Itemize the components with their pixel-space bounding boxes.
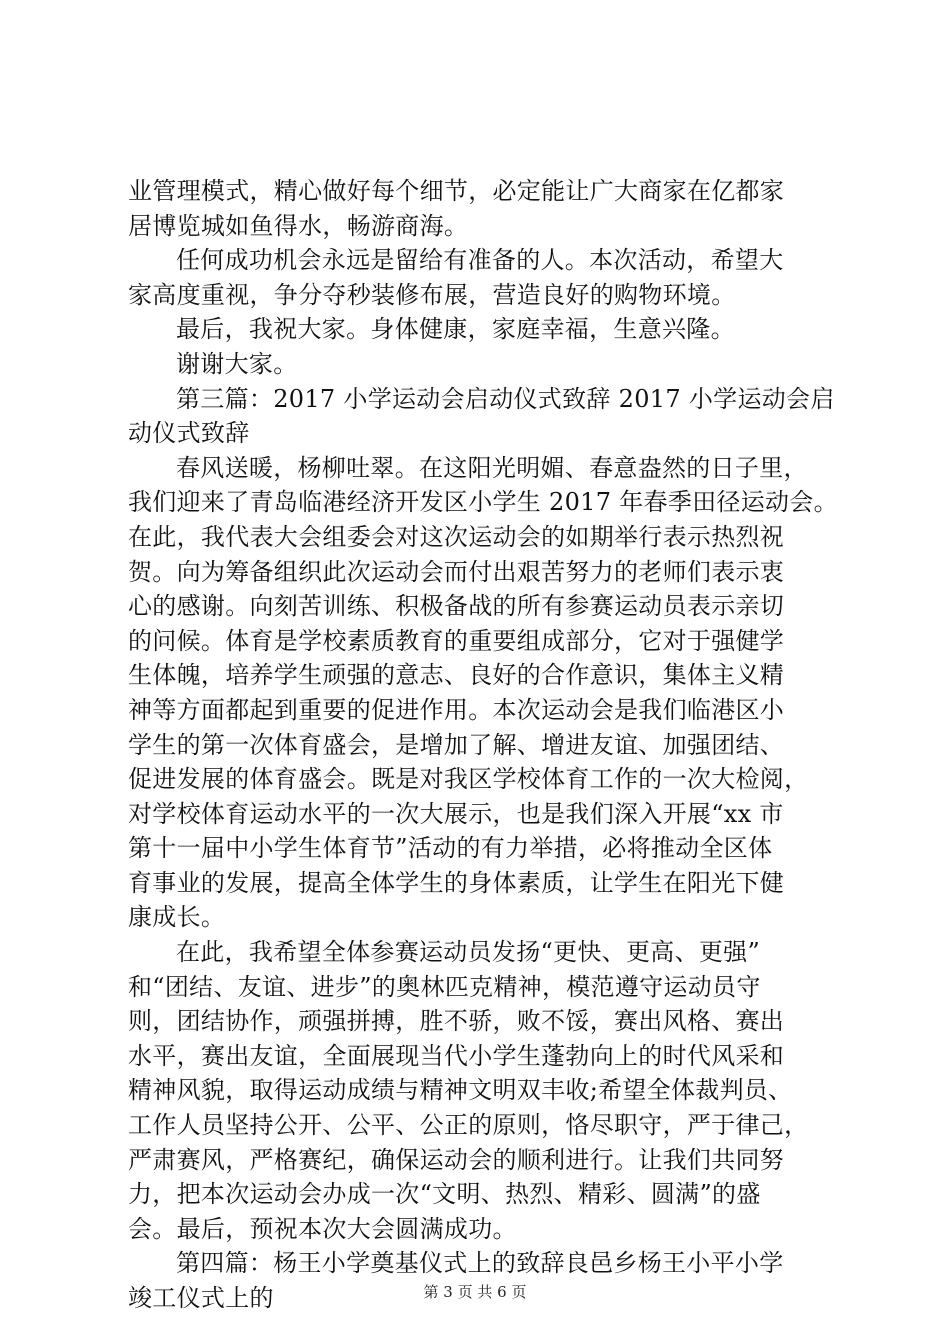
text-line: 最后，我祝大家。身体健康，家庭幸福，生意兴隆。 xyxy=(176,315,735,344)
text-line: 动仪式致辞 xyxy=(128,419,250,448)
text-line: 生体魄，培养学生顽强的意志、良好的合作意识，集体主义精 xyxy=(128,661,785,690)
text-line: 贺。向为筹备组织此次运动会而付出艰苦努力的老师们表示衷 xyxy=(128,557,785,586)
text-line: 心的感谢。向刻苦训练、积极备战的所有参赛运动员表示亲切 xyxy=(128,592,785,621)
text-line: 第四篇：杨王小学奠基仪式上的致辞良邑乡杨王小平小学 xyxy=(176,1249,784,1278)
text-line: 会。最后，预祝本次大会圆满成功。 xyxy=(128,1214,517,1243)
text-line: 和“团结、友谊、进步”的奥林匹克精神，模范遵守运动员守 xyxy=(128,972,761,1001)
text-line: 康成长。 xyxy=(128,903,226,932)
text-line: 春风送暖，杨柳吐翠。在这阳光明媚、春意盎然的日子里， xyxy=(176,453,808,482)
document-body xyxy=(128,174,838,1316)
text-line: 严肃赛风，严格赛纪，确保运动会的顺利进行。让我们共同努 xyxy=(128,1145,785,1174)
text-line: 育事业的发展，提高全体学生的身体素质，让学生在阳光下健 xyxy=(128,868,785,897)
page-footer: 第 3 页 共 6 页 xyxy=(423,1283,527,1301)
text-line: 则，团结协作，顽强拼搏，胜不骄，败不馁，赛出风格、赛出 xyxy=(128,1007,785,1036)
text-line: 第三篇：2017 小学运动会启动仪式致辞 2017 小学运动会启 xyxy=(176,384,835,413)
text-line: 工作人员坚持公开、公平、公正的原则，恪尽职守，严于律己， xyxy=(128,1111,809,1140)
text-line: 谢谢大家。 xyxy=(176,349,298,378)
text-line: 水平，赛出友谊，全面展现当代小学生蓬勃向上的时代风采和 xyxy=(128,1041,785,1070)
text-line: 在此，我希望全体参赛运动员发扬“更快、更高、更强” xyxy=(176,938,761,967)
text-line: 任何成功机会永远是留给有准备的人。本次活动，希望大 xyxy=(176,246,784,275)
text-line: 我们迎来了青岛临港经济开发区小学生 2017 年春季田径运动会。 xyxy=(128,488,838,517)
text-line: 力，把本次运动会办成一次“文明、热烈、精彩、圆满”的盛 xyxy=(128,1180,761,1209)
text-line: 促进发展的体育盛会。既是对我区学校体育工作的一次大检阅， xyxy=(128,765,809,794)
text-line: 业管理模式，精心做好每个细节，必定能让广大商家在亿都家 xyxy=(128,177,785,205)
text-line: 对学校体育运动水平的一次大展示，也是我们深入开展“xx 市 xyxy=(128,799,784,828)
text-line: 的问候。体育是学校素质教育的重要组成部分，它对于强健学 xyxy=(128,626,785,655)
text-line: 第十一届中小学生体育节”活动的有力举措，必将推动全区体 xyxy=(128,834,773,863)
text-line: 竣工仪式上的 xyxy=(128,1284,274,1312)
text-line: 神等方面都起到重要的促进作用。本次运动会是我们临港区小 xyxy=(128,695,785,724)
text-line: 在此，我代表大会组委会对这次运动会的如期举行表示热烈祝 xyxy=(128,522,785,551)
text-line: 居博览城如鱼得水，畅游商海。 xyxy=(128,211,469,240)
text-line: 家高度重视，争分夺秒装修布展，营造良好的购物环境。 xyxy=(128,280,736,309)
text-line: 精神风貌，取得运动成绩与精神文明双丰收;希望全体裁判员、 xyxy=(128,1076,793,1105)
text-line: 学生的第一次体育盛会，是增加了解、增进友谊、加强团结、 xyxy=(128,730,785,759)
